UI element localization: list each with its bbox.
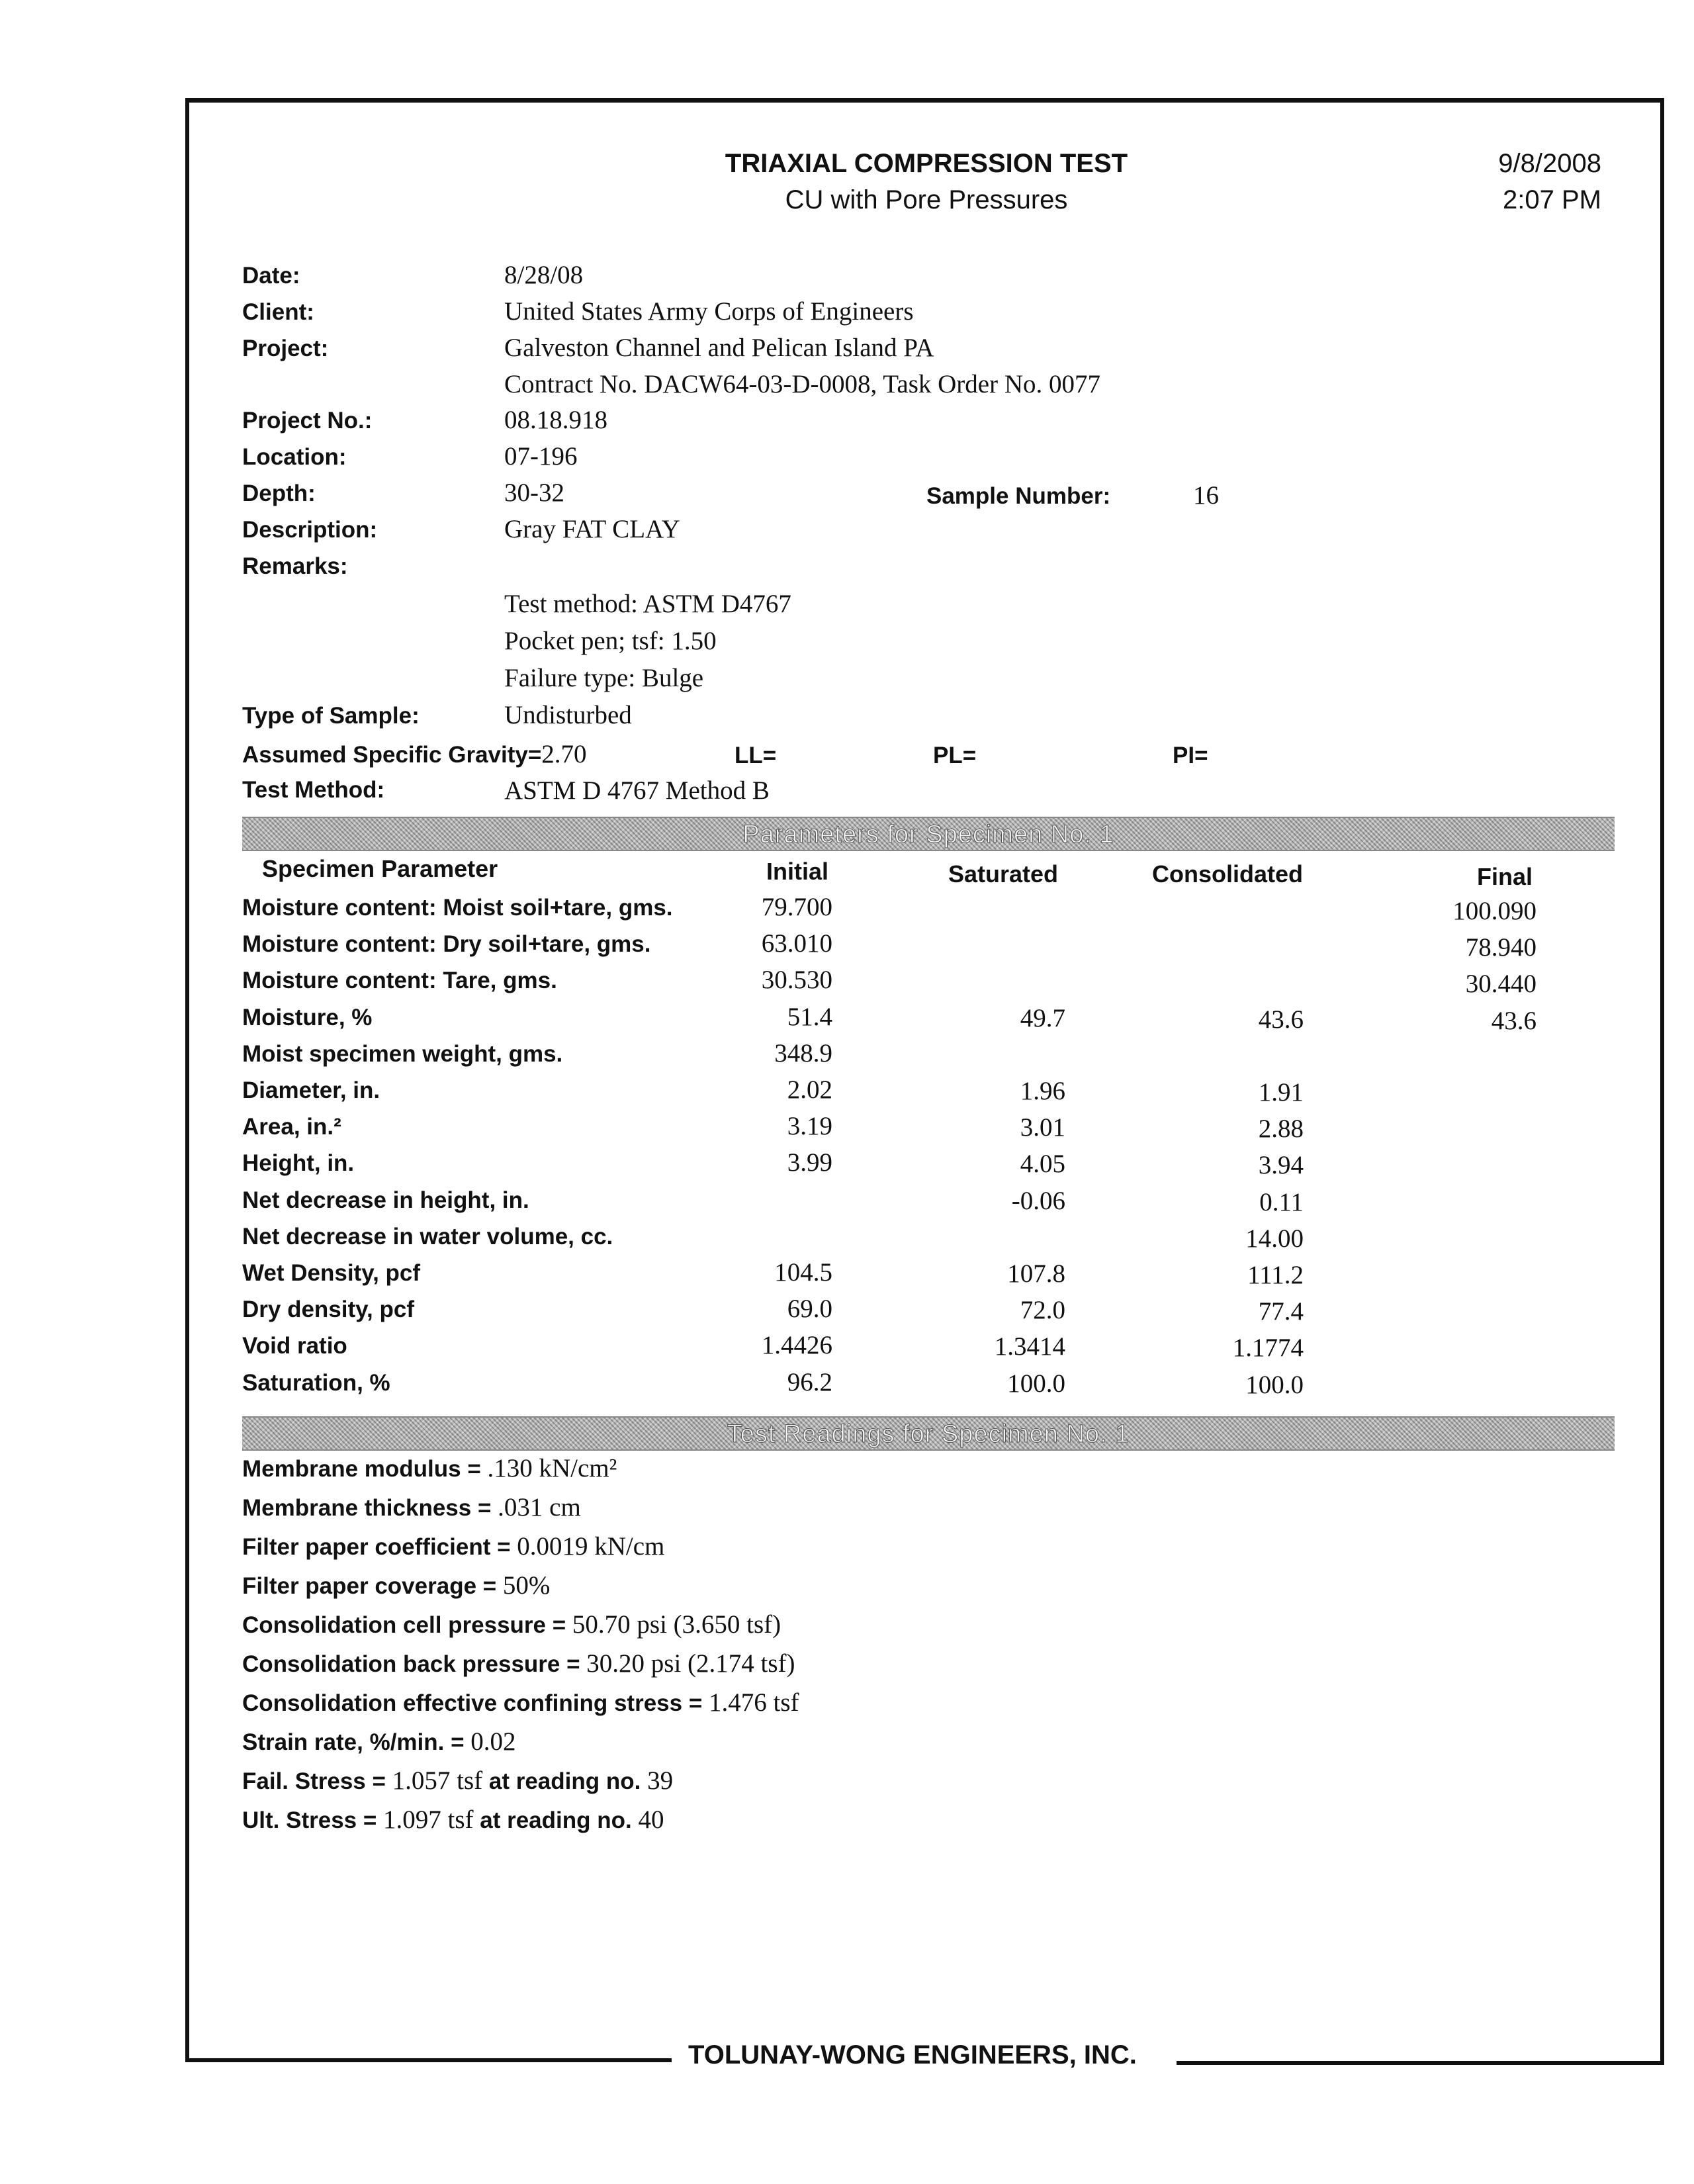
readings-band: [242, 1416, 1615, 1451]
reading-suffix-label: at reading no.: [482, 1768, 648, 1794]
reading-line: [242, 1649, 795, 1678]
reading-value: 50.70 psi (3.650 tsf): [572, 1610, 781, 1639]
param-cell-saturated: -0.06: [1011, 1187, 1065, 1215]
param-cell-consolidated: 1.1774: [1232, 1334, 1304, 1362]
param-cell-saturated: 4.05: [1020, 1150, 1065, 1178]
depth-value: 30-32: [504, 478, 564, 507]
param-row-label: Net decrease in height, in.: [242, 1187, 529, 1213]
param-cell-saturated: 100.0: [1007, 1369, 1065, 1398]
param-row-label: Moisture content: Moist soil+tare, gms.: [242, 895, 673, 921]
param-row-label: Void ratio: [242, 1333, 347, 1359]
param-cell-consolidated: 1.91: [1258, 1078, 1304, 1107]
col-header-final: Final: [1477, 863, 1533, 890]
reading-value: 30.20 psi (2.174 tsf): [586, 1649, 795, 1678]
test-method-label: Test Method:: [242, 777, 385, 803]
param-cell-saturated: 72.0: [1020, 1296, 1065, 1324]
reading-label: Fail. Stress =: [242, 1768, 392, 1794]
param-cell-initial: 348.9: [774, 1039, 832, 1068]
param-cell-final: 30.440: [1465, 970, 1537, 998]
param-cell-initial: 30.530: [761, 966, 832, 994]
param-cell-initial: 79.700: [761, 893, 832, 921]
project-no-label: Project No.:: [242, 408, 373, 433]
frame-bottom-border-right: [1177, 2061, 1664, 2065]
param-cell-initial: 1.4426: [761, 1331, 832, 1359]
reading-label: Consolidation cell pressure =: [242, 1612, 572, 1638]
date-value: 8/28/08: [504, 261, 584, 289]
location-value: 07-196: [504, 442, 578, 471]
client-value: United States Army Corps of Engineers: [504, 297, 914, 326]
specific-gravity-value: 2.70: [541, 740, 587, 768]
project-line2: Contract No. DACW64-03-D-0008, Task Order No. 0077: [504, 370, 1100, 398]
param-cell-consolidated: 43.6: [1258, 1005, 1304, 1034]
description-value: Gray FAT CLAY: [504, 515, 680, 543]
param-cell-consolidated: 111.2: [1247, 1261, 1304, 1289]
param-cell-initial: 51.4: [787, 1003, 832, 1031]
param-cell-consolidated: 100.0: [1245, 1371, 1304, 1399]
specific-gravity-label: Assumed Specific Gravity=: [242, 742, 542, 768]
ll-label: LL=: [735, 743, 777, 768]
reading-suffix-value: 40: [638, 1805, 664, 1834]
col-header-saturated: Saturated: [948, 860, 1059, 887]
reading-value: 0.0019 kN/cm: [517, 1532, 665, 1561]
reading-line: [242, 1531, 664, 1561]
param-row-label: Saturation, %: [242, 1370, 390, 1396]
col-header-parameter: Specimen Parameter: [262, 855, 498, 882]
param-cell-saturated: 49.7: [1020, 1004, 1065, 1032]
reading-line: [242, 1492, 581, 1522]
type-of-sample-value: Undisturbed: [504, 701, 632, 729]
parameters-band-title: Parameters for Specimen No. 1: [742, 821, 1114, 848]
param-row-label: Height, in.: [242, 1150, 355, 1176]
param-cell-initial: 2.02: [787, 1075, 832, 1104]
param-cell-consolidated: 0.11: [1259, 1188, 1304, 1216]
param-cell-saturated: 107.8: [1007, 1259, 1065, 1288]
param-row-label: Moisture content: Tare, gms.: [242, 968, 557, 993]
param-row-label: Area, in.²: [242, 1114, 341, 1140]
print-date: 9/8/2008: [1498, 149, 1601, 178]
report-subtitle: CU with Pore Pressures: [785, 185, 1068, 214]
param-cell-initial: 69.0: [787, 1295, 832, 1323]
param-cell-initial: 96.2: [787, 1368, 832, 1396]
reading-suffix-value: 39: [647, 1766, 674, 1795]
test-method-value: ASTM D 4767 Method B: [504, 776, 770, 805]
reading-line: [242, 1570, 550, 1600]
reading-value: .130 kN/cm²: [487, 1454, 617, 1482]
reading-line: [242, 1766, 673, 1796]
param-cell-final: 43.6: [1491, 1007, 1537, 1035]
param-cell-saturated: 3.01: [1020, 1113, 1065, 1142]
frame-bottom-border-left: [185, 2058, 672, 2062]
project-line1: Galveston Channel and Pelican Island PA: [504, 334, 934, 362]
frame-top-border: [185, 98, 1664, 103]
param-cell-consolidated: 77.4: [1258, 1297, 1304, 1326]
reading-label: Filter paper coverage =: [242, 1573, 503, 1599]
reading-value: 0.02: [470, 1727, 516, 1756]
report-title: TRIAXIAL COMPRESSION TEST: [725, 149, 1128, 178]
remark-line-1: Test method: ASTM D4767: [504, 590, 791, 618]
remark-line-2: Pocket pen; tsf: 1.50: [504, 627, 717, 655]
reading-line: [242, 1453, 617, 1483]
param-row-label: Diameter, in.: [242, 1077, 380, 1103]
sample-number-value: 16: [1193, 481, 1219, 510]
reading-line: [242, 1805, 664, 1835]
param-cell-consolidated: 3.94: [1258, 1151, 1304, 1179]
param-row-label: Net decrease in water volume, cc.: [242, 1224, 613, 1250]
pl-label: PL=: [933, 743, 977, 768]
pi-label: PI=: [1173, 743, 1208, 768]
remark-line-3: Failure type: Bulge: [504, 664, 704, 692]
reading-label: Consolidation back pressure =: [242, 1651, 587, 1677]
reading-label: Membrane thickness =: [242, 1495, 498, 1521]
reading-value: .031 cm: [498, 1493, 581, 1522]
frame-left-border: [185, 98, 189, 2062]
reading-suffix-label: at reading no.: [473, 1807, 639, 1833]
readings-band-title: Test Readings for Specimen No. 1: [727, 1420, 1130, 1448]
param-row-label: Moist specimen weight, gms.: [242, 1041, 563, 1067]
reading-label: Ult. Stress =: [242, 1807, 384, 1833]
param-cell-saturated: 1.96: [1020, 1077, 1065, 1105]
project-label: Project:: [242, 336, 329, 361]
sample-number-label: Sample Number:: [926, 483, 1111, 509]
description-label: Description:: [242, 517, 378, 543]
specific-gravity: [242, 739, 587, 769]
param-row-label: Moisture content: Dry soil+tare, gms.: [242, 931, 651, 957]
reading-label: Membrane modulus =: [242, 1456, 488, 1482]
param-row-label: Dry density, pcf: [242, 1297, 414, 1322]
project-no-value: 08.18.918: [504, 406, 607, 434]
reading-value: 1.057 tsf: [392, 1766, 483, 1795]
param-cell-saturated: 1.3414: [994, 1332, 1065, 1361]
reading-line: [242, 1727, 516, 1756]
param-cell-initial: 63.010: [761, 929, 832, 958]
remarks-label: Remarks:: [242, 553, 348, 579]
type-of-sample-label: Type of Sample:: [242, 703, 420, 729]
footer-company: TOLUNAY-WONG ENGINEERS, INC.: [688, 2040, 1137, 2070]
parameters-band: [242, 817, 1615, 851]
reading-label: Consolidation effective confining stress =: [242, 1690, 709, 1716]
col-header-consolidated: Consolidated: [1152, 860, 1304, 887]
reading-label: Filter paper coefficient =: [242, 1534, 517, 1560]
reading-value: 1.097 tsf: [383, 1805, 474, 1834]
param-cell-initial: 3.19: [787, 1112, 832, 1140]
frame-right-border: [1660, 98, 1664, 2065]
client-label: Client:: [242, 299, 314, 325]
reading-label: Strain rate, %/min. =: [242, 1729, 471, 1755]
param-row-label: Moisture, %: [242, 1005, 373, 1030]
date-label: Date:: [242, 263, 300, 289]
depth-label: Depth:: [242, 480, 316, 506]
param-cell-consolidated: 2.88: [1258, 1115, 1304, 1143]
col-header-initial: Initial: [766, 858, 829, 885]
param-cell-consolidated: 14.00: [1245, 1224, 1304, 1253]
param-cell-initial: 3.99: [787, 1148, 832, 1177]
param-cell-final: 100.090: [1452, 897, 1537, 925]
print-time: 2:07 PM: [1503, 185, 1601, 214]
reading-value: 1.476 tsf: [709, 1688, 799, 1717]
reading-line: [242, 1688, 799, 1717]
location-label: Location:: [242, 444, 347, 470]
reading-value: 50%: [502, 1571, 551, 1600]
reading-line: [242, 1610, 781, 1639]
param-row-label: Wet Density, pcf: [242, 1260, 421, 1286]
param-cell-initial: 104.5: [774, 1258, 832, 1287]
param-cell-final: 78.940: [1465, 933, 1537, 962]
